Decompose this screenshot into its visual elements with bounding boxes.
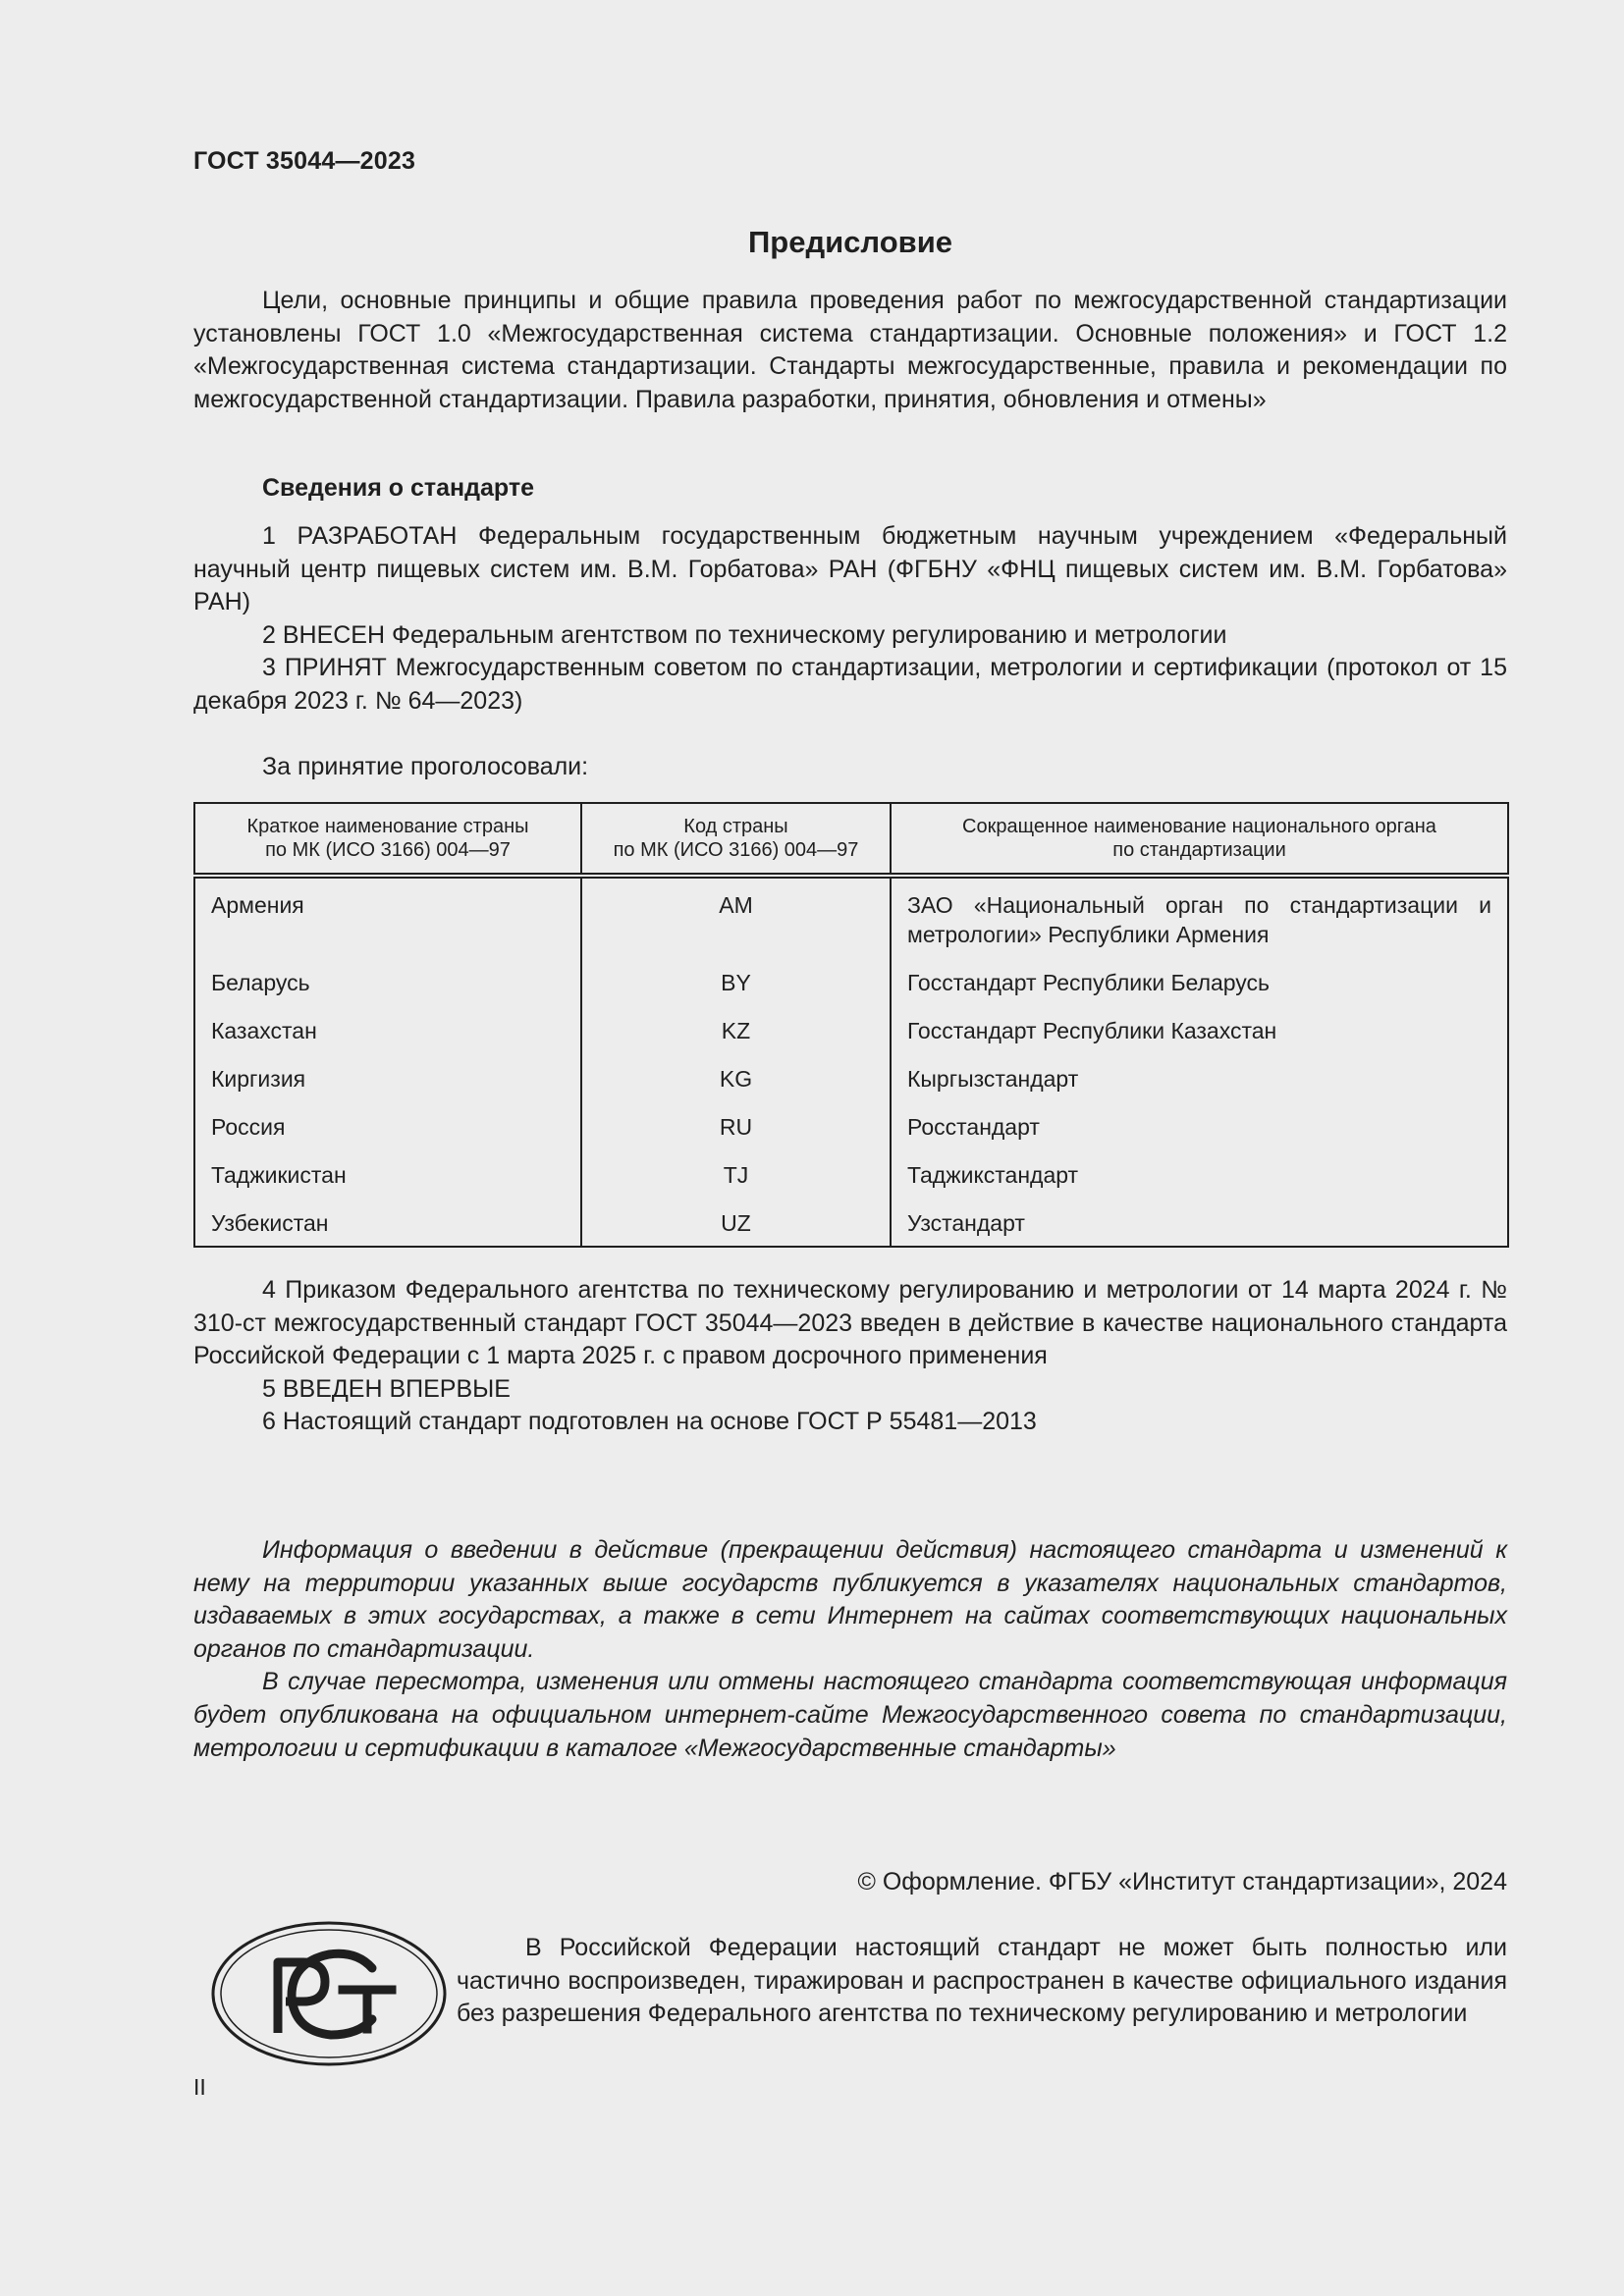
header-body (891, 803, 1508, 876)
cell-body: Госстандарт Республики Беларусь (891, 949, 1508, 997)
notice-publication: Информация о введении в действие (прекращении действия) настоящего стандарта и изменений к нему на территории указанных выше государств публикуется в указателях национальных стандартов, издаваемых в этих государствах, а также в сети Интернет на сайтах соответствующих национальных органов по стандартизации. (193, 1536, 1507, 1663)
cell-country: Армения (194, 876, 581, 949)
items-block (193, 520, 1507, 719)
cell-body: Узстандарт (891, 1190, 1508, 1247)
cell-country: Беларусь (194, 949, 581, 997)
table-header-row (194, 803, 1508, 876)
vote-caption: За принятие проголосовали: (262, 753, 589, 780)
item-developed: 1 РАЗРАБОТАН Федеральным государственным бюджетным научным учреждением «Федеральный научный центр пищевых систем им. В.М. Горбатова» РАН (ФГБНУ «ФНЦ пищевых систем им. В.М. Горбатова» РАН) (193, 522, 1507, 616)
cell-code: TJ (581, 1142, 891, 1190)
items-after-block (193, 1274, 1507, 1439)
document-code: ГОСТ 35044—2023 (193, 147, 416, 175)
cell-code: BY (581, 949, 891, 997)
table-row (194, 1094, 1508, 1142)
document-page (193, 0, 1507, 2296)
item-adopted: 3 ПРИНЯТ Межгосударственным советом по стандартизации, метрологии и сертификации (протокол от 15 декабря 2023 г. № 64—2023) (193, 654, 1507, 715)
item-based-on: 6 Настоящий стандарт подготовлен на основе ГОСТ Р 55481—2013 (262, 1408, 1037, 1436)
voting-table (193, 802, 1509, 1248)
cell-code: UZ (581, 1190, 891, 1247)
cell-code: RU (581, 1094, 891, 1142)
header-country-line-1: Краткое наименование страны (246, 816, 529, 837)
cell-code: KG (581, 1045, 891, 1094)
item-submitted: 2 ВНЕСЕН Федеральным агентством по техническому регулированию и метрологии (262, 620, 1227, 649)
table-row (194, 949, 1508, 997)
item-first-introduced: 5 ВВЕДЕН ВПЕРВЫЕ (262, 1374, 511, 1403)
item-order: 4 Приказом Федерального агентства по техническому регулированию и метрологии от 14 марта 2024 г. № 310-ст межгосударственный стандарт ГОСТ 35044—2023 введен в действие в качестве национального стандарта Российской Федерации с 1 марта 2025 г. с правом досрочного применения (193, 1276, 1507, 1370)
intro-paragraph: Цели, основные принципы и общие правила проведения работ по межгосударственной стандартизации установлены ГОСТ 1.0 «Межгосударственная система стандартизации. Основные положения» и ГОСТ 1.2 «Межгосударственная система стандартизации. Стандарты межгосударственные, правила и рекомендации по межгосударственной стандартизации. Правила разработки, принятия, обновления и отмены» (193, 287, 1507, 413)
table-row (194, 1142, 1508, 1190)
cell-body: ЗАО «Национальный орган по стандартизации и метрологии» Республики Армения (891, 876, 1508, 949)
table-row (194, 1190, 1508, 1247)
header-body-line-1: Сокращенное наименование национального органа (962, 816, 1436, 837)
cell-body: Таджикстандарт (891, 1142, 1508, 1190)
vote-caption-block (193, 751, 1507, 784)
notices-block (193, 1534, 1507, 1765)
table-row (194, 997, 1508, 1045)
header-country-line-2: по МК (ИСО 3166) 004—97 (265, 839, 511, 861)
intro-block (193, 285, 1507, 416)
cell-body: Росстандарт (891, 1094, 1508, 1142)
header-body-line-2: по стандартизации (1112, 839, 1286, 861)
table-row (194, 876, 1508, 949)
rst-mark-icon (209, 1919, 449, 2068)
page-title: Предисловие (747, 225, 952, 259)
cell-country: Таджикистан (194, 1142, 581, 1190)
header-code-line-2: по МК (ИСО 3166) 004—97 (613, 839, 859, 861)
header-code (581, 803, 891, 876)
cell-country: Казахстан (194, 997, 581, 1045)
page-number: II (193, 2074, 206, 2100)
cell-country: Россия (194, 1094, 581, 1142)
cell-body: Кыргызстандарт (891, 1045, 1508, 1094)
cell-body: Госстандарт Республики Казахстан (891, 997, 1508, 1045)
header-country (194, 803, 581, 876)
cell-country: Узбекистан (194, 1190, 581, 1247)
header-code-line-1: Код страны (683, 816, 788, 837)
copyright-notice: © Оформление. ФГБУ «Институт стандартизации», 2024 (857, 1868, 1507, 1896)
notice-revision: В случае пересмотра, изменения или отмены настоящего стандарта соответствующая информация будет опубликована на официальном интернет-сайте Межгосударственного совета по стандартизации, метрологии и сертификации в каталоге «Межгосударственные стандарты» (193, 1668, 1507, 1762)
cell-country: Киргизия (194, 1045, 581, 1094)
cell-code: KZ (581, 997, 891, 1045)
info-title: Сведения о стандарте (262, 474, 535, 502)
cell-code: AM (581, 876, 891, 949)
table-row (194, 1045, 1508, 1094)
info-title-block (193, 472, 1507, 506)
reproduction-notice: В Российской Федерации настоящий стандарт не может быть полностью или частично воспроизведен, тиражирован и распространен в качестве официального издания без разрешения Федерального агентства по техническому регулированию и метрологии (457, 1934, 1507, 2028)
